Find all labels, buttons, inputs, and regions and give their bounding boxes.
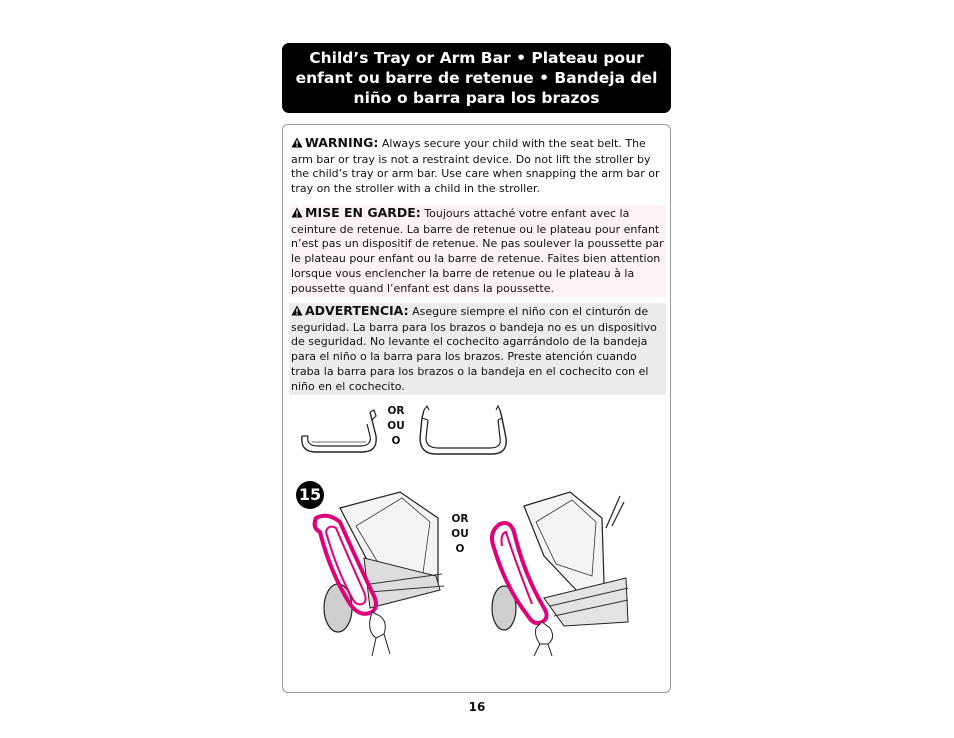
tray-installation-illustration: [310, 488, 450, 656]
warning-triangle-icon: [291, 137, 303, 153]
warning-body-spanish: Asegure siempre el niño con el cinturón de seguridad. La barra para los brazos o bandeja no es un dispositivo de seguridad. No levante el cochecito agarrándolo de la bandeja para el niño o la barra para los brazos. Preste atención cuando traba la barra para los brazos o la bandeja en el cochecito con el niño en el cochecito.: [291, 305, 657, 393]
warning-english: [289, 135, 666, 199]
or-label: [384, 404, 408, 449]
arm-bar-installation-illustration: [484, 488, 632, 656]
warning-triangle-icon: [291, 207, 303, 223]
or-label-line: OU: [451, 528, 469, 540]
or-label-line: OU: [387, 420, 405, 432]
or-label-line: O: [391, 435, 401, 447]
tray-illustration: [296, 408, 382, 458]
warning-title-english: WARNING:: [305, 135, 379, 150]
or-label-line: OR: [387, 405, 405, 417]
or-label-line: OR: [451, 513, 469, 525]
section-title: Child’s Tray or Arm Bar • Plateau pour enfant ou barre de retenue • Bandeja del niño o barra para los brazos: [282, 43, 671, 113]
or-label: [448, 512, 472, 557]
arm-bar-illustration: [414, 404, 514, 460]
warning-body-french: Toujours attaché votre enfant avec la ceinture de retenue. La barre de retenue ou le plateau pour enfant n’est pas un dispositif de retenue. Ne pas soulever la poussette par le plateau pour enfant ou la barre de retenue. Faites bien attention lorsque vous enclencher la barre de retenue ou le plateau à la poussette quand l’enfant est dans la poussette.: [291, 207, 664, 295]
step-number-badge: 15: [296, 481, 324, 509]
warning-title-french: MISE EN GARDE:: [305, 205, 421, 220]
warning-body-english: Always secure your child with the seat belt. The arm bar or tray is not a restraint device. Do not lift the stroller by the child’s tray or arm bar. Use care when snapping the arm bar or tray on the stroller with a child in the stroller.: [291, 137, 660, 196]
warning-french: [289, 205, 666, 297]
page-number: 16: [468, 700, 486, 714]
warning-triangle-icon: [291, 305, 303, 321]
or-label-line: O: [455, 543, 465, 555]
warning-spanish: [289, 303, 666, 395]
warning-title-spanish: ADVERTENCIA:: [305, 303, 409, 318]
